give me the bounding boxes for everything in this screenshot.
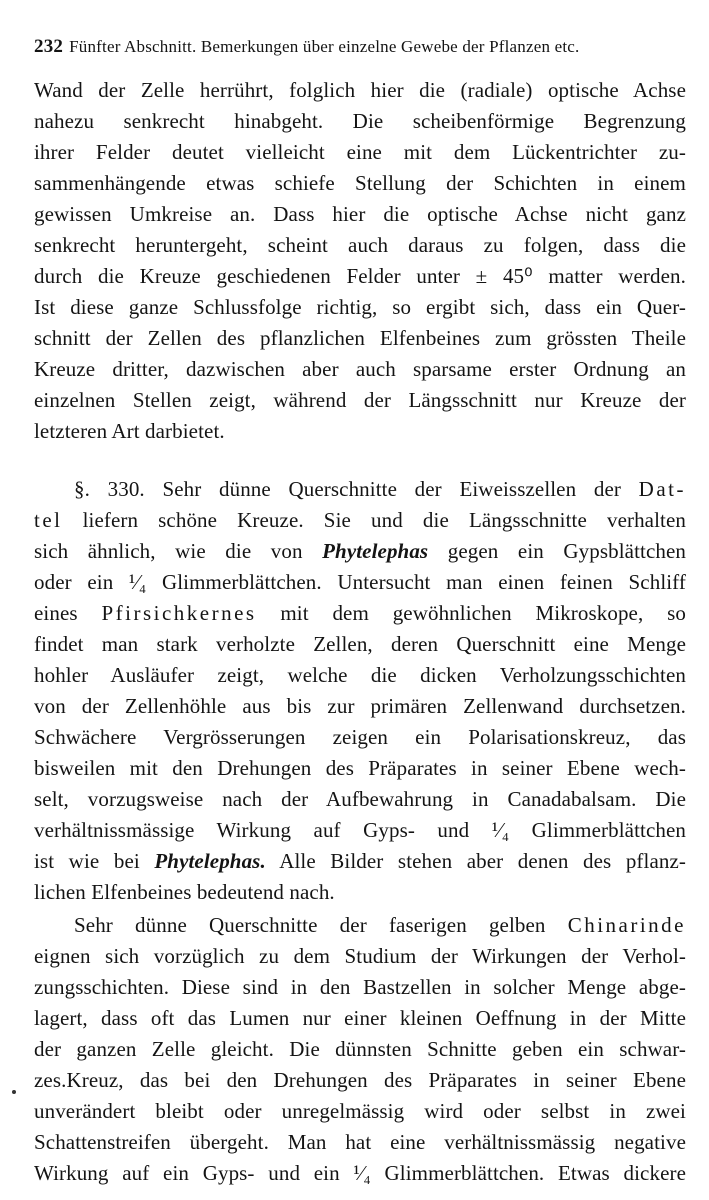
section-text: §. 330. Sehr dünne Querschnitte der Eiweisszellen der [74, 477, 639, 501]
text-line: nahezu senkrecht hinabgeht. Die scheibenförmige Begrenzung [34, 109, 686, 133]
text-line: senkrecht heruntergeht, scheint auch daraus zu folgen, dass die [34, 233, 686, 257]
text-line: oder ein ¹⁄₄ Glimmerblättchen. Untersucht man einen feinen Schliff [34, 570, 686, 594]
text-line [34, 599, 686, 628]
text-line: gewissen Umkreise an. Dass hier die optische Achse nicht ganz [34, 202, 686, 226]
text-line: letzteren Art darbietet. [34, 419, 225, 443]
text-line [34, 506, 686, 535]
text-span: sich ähnlich, wie die von [34, 539, 323, 563]
text-line: unverändert bleibt oder unregelmässig wird oder selbst in zwei [34, 1099, 686, 1123]
text-line: ihrer Felder deutet vielleicht eine mit dem Lückentrichter zu- [34, 140, 686, 164]
text-line: durch die Kreuze geschiedenen Felder unter ± 45⁰ matter werden. [34, 264, 686, 288]
text-line: Schattenstreifen übergeht. Man hat eine verhältnissmässig negative [34, 1130, 686, 1154]
spaced-term: Dat- [638, 477, 686, 501]
text-span: mit dem gewöhnlichen Mikroskope, so [256, 601, 686, 625]
running-header [34, 34, 694, 60]
text-span: Sehr dünne Querschnitte der faserigen gelben [74, 913, 568, 937]
text-line: einzelnen Stellen zeigt, während der Längsschnitt nur Kreuze der [34, 388, 686, 412]
text-line [34, 537, 686, 566]
margin-dot [12, 1090, 16, 1094]
text-line: findet man stark verholzte Zellen, deren Querschnitt eine Menge [34, 632, 686, 656]
text-line: Wirkung auf ein Gyps- und ein ¹⁄₄ Glimmerblättchen. Etwas dickere [34, 1161, 686, 1185]
running-title: Fünfter Abschnitt. Bemerkungen über einzelne Gewebe der Pflanzen etc. [69, 37, 580, 56]
text-line: verhältnissmässige Wirkung auf Gyps- und ¹⁄₄ Glimmerblättchen [34, 818, 686, 842]
text-line: Schwächere Vergrösserungen zeigen ein Polarisationskreuz, das [34, 725, 686, 749]
text-span: liefern schöne Kreuze. Sie und die Längsschnitte verhalten [62, 508, 686, 532]
text-line: Kreuze dritter, dazwischen aber auch sparsame erster Ordnung an [34, 357, 686, 381]
italic-term: Phytelephas. [154, 849, 266, 873]
text-line: lichen Elfenbeines bedeutend nach. [34, 880, 335, 904]
text-line: von der Zellenhöhle aus bis zur primären Zellenwand durchsetzen. [34, 694, 686, 718]
text-line [74, 911, 686, 940]
text-span: gegen ein Gypsblättchen [428, 539, 686, 563]
text-line: lagert, dass oft das Lumen nur einer kleinen Oeffnung in der Mitte [34, 1006, 686, 1030]
text-line: zungsschichten. Diese sind in den Bastzellen in solcher Menge abge- [34, 975, 686, 999]
text-line: schnitt der Zellen des pflanzlichen Elfenbeines zum grössten Theile [34, 326, 686, 350]
text-line [74, 475, 686, 504]
text-line: selt, vorzugsweise nach der Aufbewahrung in Canadabalsam. Die [34, 787, 686, 811]
text-line: hohler Ausläufer zeigt, welche die dicken Verholzungsschichten [34, 663, 686, 687]
text-line: zes.Kreuz, das bei den Drehungen des Präparates in seiner Ebene [34, 1068, 686, 1092]
italic-term: Phytelephas [322, 539, 429, 563]
text-line: bisweilen mit den Drehungen des Präparates in seiner Ebene wech- [34, 756, 686, 780]
text-span: eines [34, 601, 102, 625]
text-span: Alle Bilder stehen aber denen des pflanz- [265, 849, 686, 873]
text-line: sammenhängende etwas schiefe Stellung der Schichten in einem [34, 171, 686, 195]
spaced-term: Pfirsichkernes [101, 601, 257, 625]
spaced-term: tel [34, 508, 63, 532]
text-span: ist wie bei [34, 849, 155, 873]
text-line [34, 847, 686, 876]
text-line: Ist diese ganze Schlussfolge richtig, so ergibt sich, dass ein Quer- [34, 295, 686, 319]
spaced-term: Chinarinde [567, 913, 686, 937]
text-line: der ganzen Zelle gleicht. Die dünnsten Schnitte geben ein schwar- [34, 1037, 686, 1061]
page-number: 232 [34, 36, 64, 57]
text-line: eignen sich vorzüglich zu dem Studium der Wirkungen der Verhol- [34, 944, 686, 968]
text-line: Wand der Zelle herrührt, folglich hier die (radiale) optische Achse [34, 78, 686, 102]
